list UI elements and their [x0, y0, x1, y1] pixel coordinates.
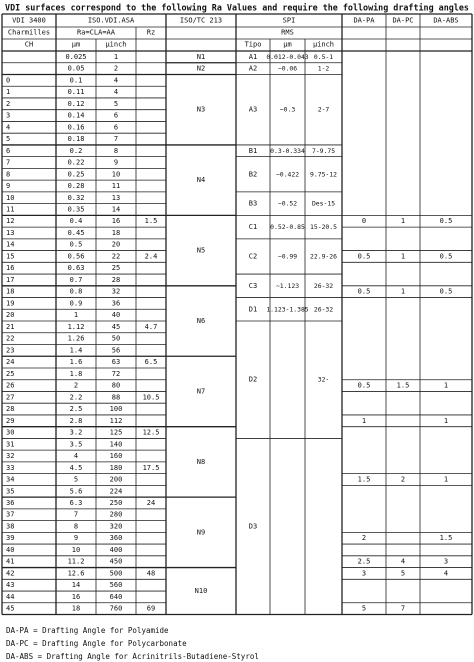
cell-da-abs: 4 [443, 569, 449, 578]
cell-ra-um: 10 [71, 545, 81, 554]
cell-da-pa: 1.5 [357, 475, 371, 484]
cell-ch: 6 [6, 146, 11, 155]
cell-da-pa: 0.5 [357, 381, 371, 390]
cell-ra-uinch: 14 [111, 205, 121, 214]
cell-iso-grade: N3 [196, 105, 206, 114]
cell-iso-grade: N8 [196, 457, 206, 466]
cell-spi-tipo: C2 [248, 252, 258, 261]
cell-ra-um: 0.35 [67, 205, 85, 214]
legend-da-pa: DA-PA = Drafting Angle for Polyamide [6, 626, 169, 635]
cell-ch: 41 [6, 557, 15, 566]
cell-ra-uinch: 560 [109, 581, 123, 590]
header-tipo: Tipo [244, 40, 262, 49]
cell-ra-uinch: 400 [109, 545, 123, 554]
cell-da-pa: 3 [361, 569, 367, 578]
cell-ra-uinch: 20 [111, 240, 121, 249]
cell-spi-um: ~0.06 [277, 64, 298, 73]
cell-ra-uinch: 125 [109, 428, 123, 437]
cell-ra-um: 0.63 [67, 264, 85, 273]
cell-ra-uinch: 4 [113, 76, 119, 85]
cell-ra-uinch: 200 [109, 475, 123, 484]
legend-da-abs: DA-ABS = Drafting Angle for Acrinitrils-Butadiene-Styrol [6, 652, 259, 661]
cell-ch: 38 [6, 522, 15, 531]
cell-ch: 32 [6, 452, 15, 461]
cell-ra-um: 8 [73, 522, 79, 531]
cell-spi-tipo: C1 [248, 223, 258, 232]
cell-ra-uinch: 36 [111, 299, 121, 308]
header-rz: Rz [146, 28, 156, 37]
cell-ra-um: 0.28 [67, 182, 85, 191]
cell-spi-um: 0.3-0.334 [270, 146, 305, 155]
cell-da-pc: 1.5 [396, 381, 410, 390]
cell-ra-um: 12.6 [67, 569, 85, 578]
cell-spi-uinch: 9.75-12 [310, 170, 337, 179]
cell-iso-grade: N2 [196, 64, 206, 73]
cell-ch: 18 [6, 287, 15, 296]
cell-ch: 21 [6, 322, 15, 331]
cell-ra-uinch: 56 [111, 346, 121, 355]
cell-da-pc: 7 [400, 604, 406, 613]
cell-ch: 12 [6, 217, 15, 226]
cell-ra-um: 5 [73, 475, 79, 484]
cell-ra-uinch: 22 [111, 252, 121, 261]
cell-spi-tipo: B1 [248, 146, 258, 155]
cell-da-pa: 2 [361, 534, 367, 543]
cell-ch: 34 [6, 475, 15, 484]
cell-spi-tipo: C3 [248, 281, 258, 290]
cell-spi-tipo: A2 [248, 64, 258, 73]
header-spi-uinch: μinch [312, 40, 335, 49]
cell-ra-uinch: 280 [109, 510, 123, 519]
cell-ch: 25 [6, 369, 15, 378]
cell-ch: 23 [6, 346, 15, 355]
legend-da-pc: DA-PC = Drafting Angle for Polycarbonate [6, 639, 187, 648]
header-iso-vdi-asa: ISO.VDI.ASA [87, 16, 135, 25]
cell-ra-um: 6.3 [69, 498, 83, 507]
cell-ch: 8 [6, 170, 11, 179]
header-da-abs: DA-ABS [433, 16, 459, 25]
cell-ra-um: 0.56 [67, 252, 85, 261]
cell-ra-um: 0.7 [69, 275, 83, 284]
cell-spi-tipo: D3 [248, 522, 258, 531]
cell-ch: 35 [6, 487, 15, 496]
cell-ra-um: 2.5 [69, 405, 83, 414]
header-rms: RMS [281, 28, 294, 37]
cell-ch: 39 [6, 534, 15, 543]
cell-ch: 44 [6, 592, 15, 601]
cell-ra-um: 1 [73, 311, 79, 320]
cell-ra-um: 0.12 [67, 99, 85, 108]
cell-ra-uinch: 112 [109, 416, 123, 425]
cell-rz: 69 [146, 604, 156, 613]
cell-ra-uinch: 180 [109, 463, 123, 472]
cell-rz: 48 [146, 569, 156, 578]
cell-ra-um: 0.025 [65, 52, 87, 61]
cell-ch: 10 [6, 193, 15, 202]
cell-ch: 11 [6, 205, 15, 214]
header-ra-cla-aa: Ra=CLA=AA [77, 28, 115, 37]
cell-ra-uinch: 140 [109, 440, 123, 449]
cell-da-abs: 1 [443, 381, 449, 390]
cell-ch: 22 [6, 334, 15, 343]
cell-da-pc: 1 [400, 217, 406, 226]
cell-ch: 28 [6, 405, 15, 414]
cell-da-abs: 0.5 [439, 217, 453, 226]
cell-ra-uinch: 63 [111, 358, 121, 367]
table-title: VDI surfaces correspond to the following Ra Values and require the following drafting angles [5, 2, 469, 13]
cell-da-pa: 5 [361, 604, 367, 613]
cell-rz: 10.5 [142, 393, 160, 402]
header-iso-tc: ISO/TC 213 [179, 16, 223, 25]
header-charmilles: Charmilles [7, 28, 51, 37]
cell-ch: 14 [6, 240, 15, 249]
cell-ra-uinch: 9 [113, 158, 119, 167]
cell-da-abs: 1.5 [439, 534, 453, 543]
cell-ra-uinch: 4 [113, 88, 119, 97]
cell-da-pc: 5 [400, 569, 406, 578]
cell-da-pa: 1 [361, 416, 367, 425]
cell-spi-tipo: A1 [248, 52, 258, 61]
cell-da-pc: 1 [400, 287, 406, 296]
cell-iso-grade: N5 [196, 246, 206, 255]
cell-spi-um: ~0.422 [275, 170, 300, 179]
cell-ra-um: 0.22 [67, 158, 85, 167]
cell-ch: 20 [6, 311, 15, 320]
cell-ra-uinch: 80 [111, 381, 121, 390]
cell-ch: 9 [6, 182, 11, 191]
header-uinch: μinch [105, 40, 127, 49]
cell-ch: 7 [6, 158, 11, 167]
cell-ra-uinch: 1 [113, 52, 119, 61]
cell-ra-uinch: 10 [111, 170, 121, 179]
cell-rz: 2.4 [144, 252, 158, 261]
cell-iso-grade: N1 [196, 52, 206, 61]
cell-spi-tipo: D2 [248, 375, 258, 384]
cell-ra-um: 0.32 [67, 193, 85, 202]
header-spi-um: μm [283, 40, 292, 49]
cell-ch: 30 [6, 428, 15, 437]
cell-ra-uinch: 100 [109, 405, 123, 414]
cell-spi-tipo: A3 [248, 105, 258, 114]
cell-rz: 4.7 [144, 322, 158, 331]
cell-ra-uinch: 360 [109, 534, 123, 543]
cell-rz: 1.5 [144, 217, 158, 226]
cell-ch: 43 [6, 581, 15, 590]
cell-ch: 0 [6, 76, 11, 85]
cell-spi-uinch: 26-32 [313, 305, 334, 314]
cell-ch: 19 [6, 299, 15, 308]
cell-ch: 3 [6, 111, 11, 120]
cell-ra-um: 1.4 [69, 346, 83, 355]
cell-ra-um: 16 [71, 592, 81, 601]
cell-ch: 15 [6, 252, 15, 261]
cell-ra-uinch: 11 [111, 182, 121, 191]
cell-da-pa: 0.5 [357, 287, 371, 296]
cell-ra-um: 11.2 [67, 557, 85, 566]
cell-ch: 29 [6, 416, 15, 425]
cell-ra-um: 2.8 [69, 416, 83, 425]
cell-rz: 24 [146, 498, 156, 507]
cell-iso-grade: N4 [196, 176, 206, 185]
cell-ra-uinch: 88 [111, 393, 121, 402]
cell-ra-uinch: 2 [113, 64, 119, 73]
cell-rz: 12.5 [142, 428, 160, 437]
cell-da-pa: 2.5 [357, 557, 371, 566]
cell-ra-uinch: 760 [109, 604, 123, 613]
cell-spi-um: ~0.52 [277, 199, 298, 208]
cell-spi-uinch: 7-9.75 [311, 146, 336, 155]
cell-da-abs: 1 [443, 416, 449, 425]
cell-ra-um: 0.9 [69, 299, 83, 308]
cell-ch: 26 [6, 381, 15, 390]
cell-ra-um: 0.5 [69, 240, 83, 249]
cell-rz: 6.5 [144, 358, 158, 367]
cell-spi-uinch: 32- [317, 375, 330, 384]
cell-da-pa: 0 [361, 217, 367, 226]
cell-ch: 33 [6, 463, 15, 472]
cell-ra-um: 14 [71, 581, 81, 590]
cell-da-pa: 0.5 [357, 252, 371, 261]
cell-ch: 4 [6, 123, 11, 132]
cell-ra-um: 5.6 [69, 487, 83, 496]
cell-ra-um: 9 [73, 534, 79, 543]
cell-ch: 40 [6, 545, 15, 554]
cell-ra-um: 1.8 [69, 369, 83, 378]
cell-spi-uinch: 0.5-1 [313, 52, 334, 61]
cell-ra-um: 2 [73, 381, 79, 390]
cell-iso-grade: N10 [194, 587, 208, 596]
cell-ra-uinch: 72 [111, 369, 121, 378]
cell-ra-um: 0.4 [69, 217, 83, 226]
cell-ra-um: 18 [71, 604, 81, 613]
cell-ra-um: 3.2 [69, 428, 83, 437]
cell-spi-um: 0.012-0.043 [266, 52, 309, 61]
cell-ra-uinch: 450 [109, 557, 123, 566]
cell-da-abs: 1 [443, 475, 449, 484]
cell-ra-um: 4.5 [69, 463, 83, 472]
cell-ra-um: 2.2 [69, 393, 83, 402]
cell-ra-uinch: 16 [111, 217, 121, 226]
cell-ch: 37 [6, 510, 15, 519]
cell-da-abs: 0.5 [439, 287, 453, 296]
cell-spi-uinch: 26-32 [313, 281, 334, 290]
cell-ra-um: 7 [73, 510, 79, 519]
cell-ra-uinch: 28 [111, 275, 121, 284]
cell-ch: 36 [6, 498, 15, 507]
cell-ra-um: 4 [73, 452, 79, 461]
header-da-pa: DA-PA [353, 16, 375, 25]
cell-ra-um: 1.12 [67, 322, 85, 331]
cell-spi-uinch: 2-7 [317, 105, 330, 114]
cell-ra-uinch: 18 [111, 228, 121, 237]
cell-spi-um: ~0.3 [279, 105, 296, 114]
header-ch: CH [24, 40, 34, 49]
cell-ra-um: 0.16 [67, 123, 85, 132]
cell-ra-uinch: 25 [111, 264, 121, 273]
cell-da-abs: 3 [443, 557, 449, 566]
cell-da-pc: 2 [400, 475, 406, 484]
cell-spi-tipo: B3 [248, 199, 258, 208]
cell-da-pc: 1 [400, 252, 406, 261]
cell-ra-um: 0.1 [69, 76, 83, 85]
cell-spi-tipo: D1 [248, 305, 258, 314]
cell-da-pc: 4 [400, 557, 406, 566]
cell-ra-uinch: 224 [109, 487, 123, 496]
cell-spi-uinch: 22.9-26 [310, 252, 337, 261]
cell-spi-um: ~1.123 [275, 281, 300, 290]
cell-ra-um: 0.8 [69, 287, 83, 296]
cell-iso-grade: N7 [196, 387, 206, 396]
cell-spi-uinch: 15-20.5 [310, 223, 337, 232]
cell-ra-uinch: 320 [109, 522, 123, 531]
cell-iso-grade: N6 [196, 317, 206, 326]
cell-ra-uinch: 250 [109, 498, 123, 507]
header-um: μm [71, 40, 81, 49]
cell-ra-uinch: 45 [111, 322, 121, 331]
cell-ch: 27 [6, 393, 15, 402]
cell-ch: 45 [6, 604, 15, 613]
cell-ch: 42 [6, 569, 15, 578]
header-da-pc: DA-PC [392, 16, 414, 25]
cell-ra-uinch: 160 [109, 452, 123, 461]
cell-ch: 5 [6, 135, 11, 144]
cell-ra-um: 0.11 [67, 88, 85, 97]
cell-ra-um: 1.26 [67, 334, 85, 343]
cell-ra-um: 0.05 [67, 64, 85, 73]
cell-spi-tipo: B2 [248, 170, 258, 179]
cell-ra-um: 0.14 [67, 111, 85, 120]
cell-ra-um: 1.6 [69, 358, 83, 367]
cell-ch: 16 [6, 264, 15, 273]
header-vdi: VDI 3400 [12, 16, 46, 25]
cell-ra-um: 0.45 [67, 228, 85, 237]
cell-ra-uinch: 7 [113, 135, 119, 144]
cell-spi-uinch: 1-2 [317, 64, 330, 73]
cell-ch: 2 [6, 99, 11, 108]
cell-spi-uinch: Des-15 [311, 199, 336, 208]
cell-ra-um: 3.5 [69, 440, 83, 449]
cell-ra-um: 0.25 [67, 170, 85, 179]
cell-spi-um: ~0.99 [277, 252, 298, 261]
cell-rz: 17.5 [142, 463, 160, 472]
header-spi: SPI [282, 16, 296, 25]
cell-ra-uinch: 50 [111, 334, 121, 343]
cell-ra-uinch: 32 [111, 287, 121, 296]
cell-ra-uinch: 500 [109, 569, 123, 578]
cell-ra-uinch: 5 [113, 99, 119, 108]
cell-ra-uinch: 8 [113, 146, 119, 155]
cell-spi-um: 0.52-0.85 [270, 223, 305, 232]
cell-ch: 1 [6, 88, 11, 97]
cell-ra-um: 0.18 [67, 135, 85, 144]
cell-ch: 17 [6, 275, 15, 284]
cell-ra-um: 0.2 [69, 146, 83, 155]
cell-iso-grade: N9 [196, 528, 206, 537]
cell-da-abs: 0.5 [439, 252, 453, 261]
cell-ra-uinch: 13 [111, 193, 121, 202]
cell-ch: 24 [6, 358, 15, 367]
cell-ch: 31 [6, 440, 15, 449]
cell-ra-uinch: 640 [109, 592, 123, 601]
cell-spi-um: 1.123-1.385 [266, 305, 309, 314]
cell-ch: 13 [6, 228, 15, 237]
cell-ra-uinch: 40 [111, 311, 121, 320]
cell-ra-uinch: 6 [113, 123, 119, 132]
cell-ra-uinch: 6 [113, 111, 119, 120]
